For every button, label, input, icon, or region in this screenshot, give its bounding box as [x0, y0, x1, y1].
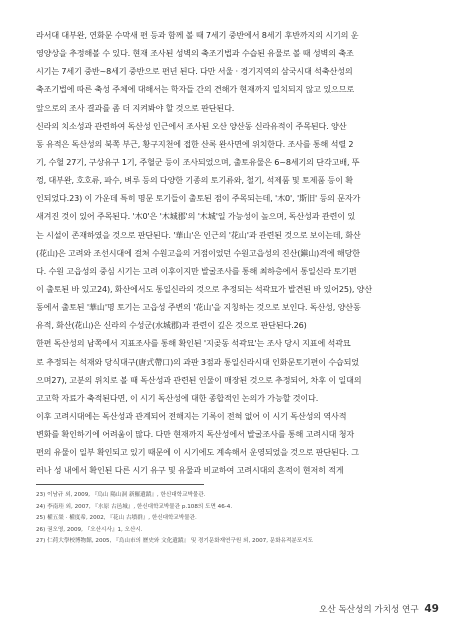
body-line: 러나 성 내에서 확인된 다른 시기 유구 및 유물과 비교하여 고려시대의 흔적이 현저히 적게	[36, 465, 344, 476]
body-line: 한편 독산성의 남쪽에서 지표조사를 통해 확인된 '지곶동 석곽묘'는 조사 당시 지표에 석곽묘	[36, 338, 351, 349]
body-line: 는 시설이 존재하였을 것으로 판단된다. '華山'은 인근의 '花山'과 관련된 것으로 보이는데, 화산	[36, 229, 361, 240]
footnote-divider	[36, 484, 204, 485]
running-title: 오산 독산성의 가치성 연구	[319, 605, 419, 615]
body-line: 다. 수원 고읍성의 중심 시기는 고려 이후이지만 발굴조사를 통해 최하층에서 통일신라 토기편	[36, 265, 357, 276]
footnotes	[36, 490, 313, 548]
body-line: 변화를 확인하기에 어려움이 많다. 다만 현재까지 독산성에서 발굴조사를 통해 고려시대 청자	[36, 429, 355, 440]
body-line: 로 추정되는 석재와 당식대구(唐式帶口)의 과판 3점과 통일신라시대 인화문토기편이 수습되었	[36, 356, 359, 367]
body-line: 라서대 대부완, 연화문 수막새 편 등과 함께 볼 때 7세기 중반에서 8세기 후반까지의 시기의 운	[36, 30, 359, 40]
body-line: 동에서 출토된 '華山'명 토기는 고읍성 주변의 '花山'을 지칭하는 것으로 보인다. 독산성, 양산동	[36, 302, 361, 313]
page-footer	[319, 603, 439, 615]
page-number: 49	[424, 603, 439, 615]
body-line: 동 유적은 독산성의 북쪽 부근, 황구지천에 접한 산록 완사면에 위치한다. 조사를 통해 석렬 2	[36, 138, 354, 149]
body-line: 시기는 7세기 중반~8세기 중반으로 편년 된다. 다만 서울 · 경기지역의 삼국시대 석축산성의	[36, 66, 353, 77]
body-line: 새겨진 것이 있어 주목된다. '木0'은 '木城郡'의 '木城'일 가능성이 높으며, 독산성과 관련이 있	[36, 211, 355, 222]
footnote: 24) 李南珪 외, 2007, 『水原 古邑城』, 한신대학교박물관 p.108의 도면 46-4.	[36, 503, 233, 510]
body-line: 고고학 자료가 축적된다면, 이 시기 독산성에 대한 종합적인 논의가 가능할 것이다.	[36, 392, 319, 403]
body-line: 편의 유물이 일부 확인되고 있기 때문에 이 시기에도 계속해서 운영되었을 것으로 판단된다. 그	[36, 447, 359, 458]
body-line: 영양상을 추정해볼 수 있다. 현재 조사된 성벽의 축조기법과 수습된 유물로 볼 때 성벽의 축조	[36, 48, 354, 59]
body-line: 축조기법에 따른 축성 주체에 대해서는 학자들 간의 견해가 현재까지 일치되지 않고 있으므로	[36, 84, 355, 95]
body-line: 껑, 대부완, 호호류, 파수, 벼루 등의 다양한 기종의 토기류와, 철기, 석제품 및 토제품 등이 확	[36, 175, 353, 186]
body-line: 앞으로의 조사 결과를 좀 더 지켜봐야 할 것으로 판단된다.	[36, 102, 235, 113]
body-line: 기, 수혈 27기, 구상유구 1기, 주혈군 등이 조사되었으며, 출토유물은 6~8세기의 단각고배, 뚜	[36, 156, 360, 167]
footnote: 26) 권오영, 2009, 『오산시사』1, 오산시.	[36, 526, 143, 533]
body-line: 이 출토된 바 있고24), 화산에서도 통일신라의 것으로 추정되는 석곽묘가 발견된 바 있어25), 양산	[36, 283, 373, 294]
body-line: 신라의 치소성과 관련하여 독산성 인근에서 조사된 오산 양산동 신라유적이 주목된다. 양산	[36, 120, 347, 131]
footnote: 27) 仁荷大學校博物館, 2005, 『烏山市의 歷史와 文化遺蹟』 및 경기문화재연구원 외, 2007, 문화유적분포지도	[36, 538, 314, 545]
body-text	[36, 26, 440, 480]
body-line: 으며27), 고분의 위치로 볼 때 독산성과 관련된 인물이 매장된 것으로 추정되어, 차후 이 일대의	[36, 374, 362, 385]
body-line: (花山)은 고려와 조선시대에 걸쳐 수원고을의 거점이었던 수원고읍성의 진산(鎭山)격에 해당한	[36, 247, 360, 258]
body-line: 유적, 화산(花山)은 신라의 수성군(水城郡)과 관련이 깊은 것으로 판단된다.26)	[36, 320, 307, 331]
body-line: 인되었다.23) 이 가운데 특히 명문 토기들이 출토된 점이 주목되는데, '木0', '斯旧' 등의 문자가	[36, 193, 361, 204]
footnote: 25) 權五榮 · 權度希, 2002, 『花山 古墳群』, 한신대학교박물관.	[36, 515, 197, 522]
body-line: 이후 고려시대에는 독산성과 관계되어 전해지는 기록이 전혀 없어 이 시기 독산성의 역사적	[36, 410, 347, 421]
footnote: 23) 이남규 외, 2009, 『烏山 陽山洞 新羅遺蹟』, 한신대학교박물관.	[36, 492, 206, 498]
